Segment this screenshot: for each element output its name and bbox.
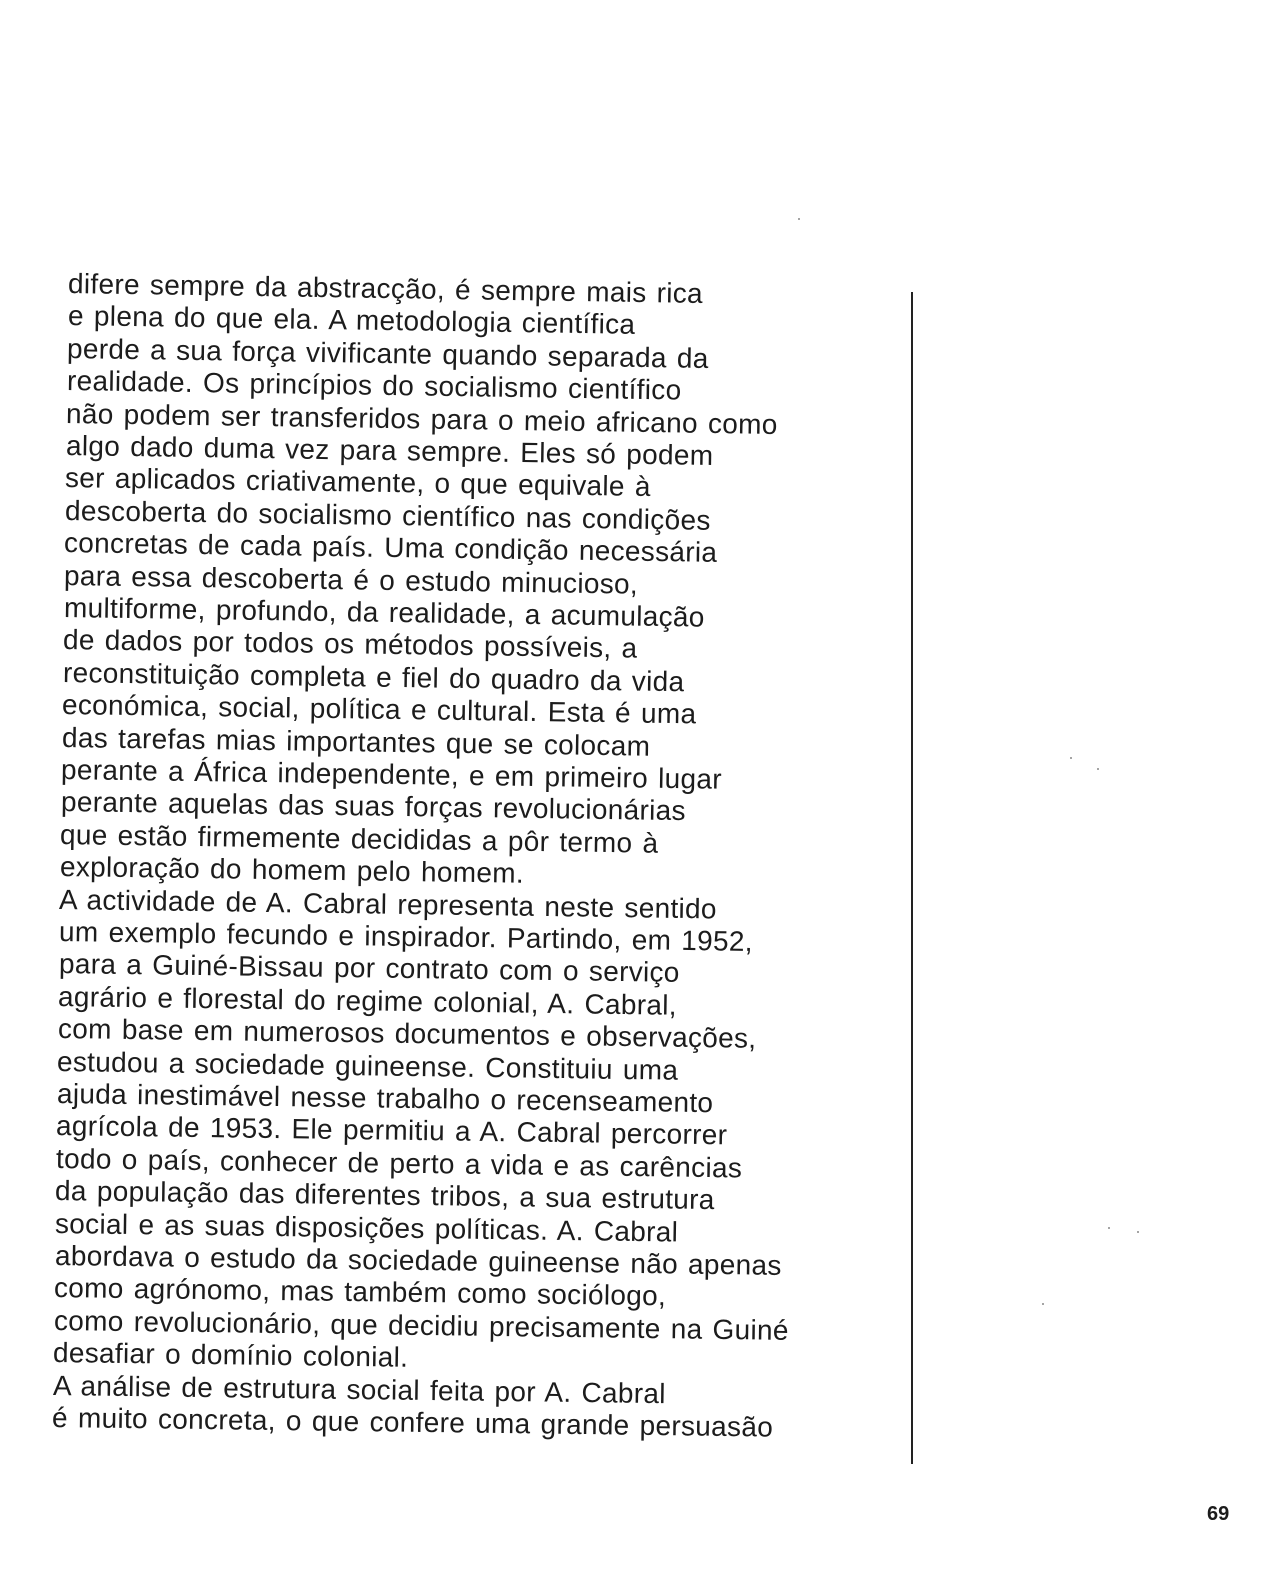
text-line: abordava o estudo da sociedade guineense não apenas [54,1240,782,1281]
text-line: que estão firmemente decididas a pôr termo à [60,818,659,859]
text-line: descoberta do socialismo científico nas condições [64,494,711,536]
margin-vertical-rule [911,292,913,1464]
text-line: difere sempre da abstracção, é sempre mais rica [67,268,704,309]
text-line: ser aplicados criativamente, o que equivale à [65,462,652,503]
scan-speck [1108,1227,1110,1229]
scan-speck [1137,1231,1139,1233]
text-line: ajuda inestimável nesse trabalho o recenseamento [56,1078,714,1119]
scan-speck [1097,768,1099,770]
scan-speck [1042,1303,1044,1305]
text-line: um exemplo fecundo e inspirador. Partindo, em 1952, [58,916,754,957]
text-line: de dados por todos os métodos possíveis, a [62,624,638,664]
body-text [52,268,918,1468]
text-line: reconstituição completa e fiel do quadro da vida [62,656,685,698]
scan-speck [798,218,800,220]
text-line: todo o país, conhecer de perto a vida e as carências [55,1142,743,1184]
text-line: da população das diferentes tribos, a sua estrutura [55,1175,716,1216]
text-line: e plena do que ela. A metodologia científica [67,300,636,341]
text-line: concretas de cada país. Uma condição necessária [64,527,718,569]
text-line: é muito concreta, o que confere uma grande persuasão [52,1402,774,1443]
text-line: realidade. Os princípios do socialismo científico [66,365,682,406]
text-line: multiforme, profundo, da realidade, a acumulação [63,592,705,633]
text-line: não podem ser transferidos para o meio africano como [65,397,779,440]
text-line: económica, social, política e cultural. Esta é uma [61,689,697,730]
scan-speck [1070,757,1072,759]
text-line: perante aquelas das suas forças revolucionárias [60,786,686,827]
text-line: com base em numerosos documentos e observações, [57,1013,757,1055]
text-line: desafiar o domínio colonial. [52,1337,409,1373]
text-line: A actividade de A. Cabral representa neste sentido [59,883,718,925]
text-line: agrícola de 1953. Ele permitiu a A. Cabral percorrer [56,1110,728,1151]
page-number: 69 [1207,1503,1230,1525]
text-line: social e as suas disposições políticas. A. Cabral [54,1207,679,1248]
text-line: como agrónomo, mas também como sociólogo, [53,1272,667,1312]
text-line: para a Guiné-Bissau por contrato com o serviço [58,948,680,989]
text-line: agrário e florestal do regime colonial, A. Cabral, [57,980,678,1021]
text-line: perde a sua força vivificante quando separada da [66,332,709,374]
text-line: perante a África independente, e em primeiro lugar [61,754,723,795]
text-line: estudou a sociedade guineense. Constituiu uma [56,1045,679,1086]
text-line: das tarefas mias importantes que se colocam [61,721,651,762]
text-line: algo dado duma vez para sempre. Eles só podem [65,430,714,471]
text-line: exploração do homem pelo homem. [59,851,525,889]
text-line: como revolucionário, que decidiu precisamente na Guiné [53,1304,789,1346]
text-line: A análise de estrutura social feita por A. Cabral [52,1369,666,1409]
text-line: para essa descoberta é o estudo minucioso, [63,559,639,600]
